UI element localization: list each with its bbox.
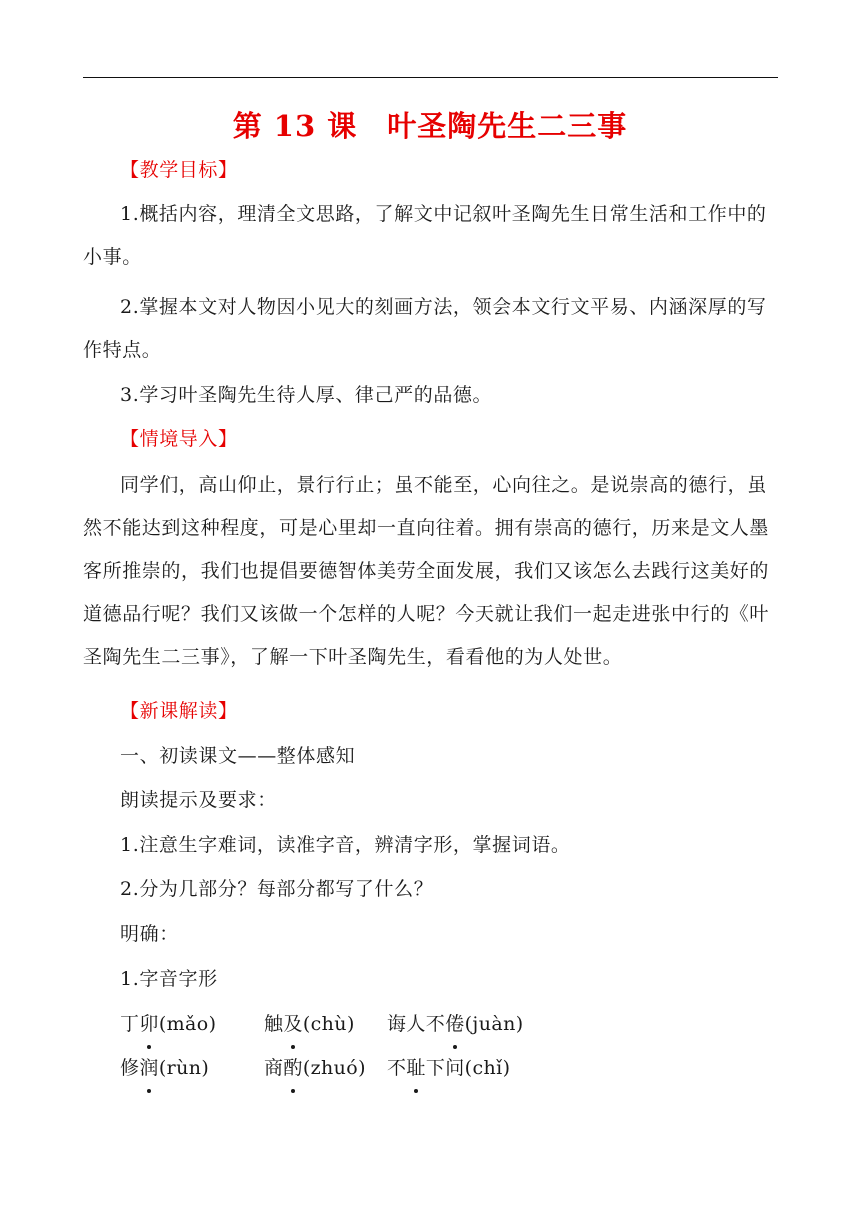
lesson-number: 第 13 课	[232, 109, 358, 143]
new-lesson-heading: 【新课解读】	[120, 700, 238, 722]
goal-2: 2.掌握本文对人物因小见大的刻画方法，领会本文行文平易、内涵深厚的写作特点。	[83, 296, 767, 361]
pinyin: (chǐ)	[464, 1057, 511, 1079]
goals-heading: 【教学目标】	[120, 159, 238, 181]
pron-item: 触及(chù)	[264, 1003, 355, 1046]
lesson-name: 叶圣陶先生二三事	[387, 109, 628, 143]
pron-item: 商酌(zhuó)	[264, 1047, 366, 1090]
pron-item: 诲人不倦(juàn)	[387, 1003, 524, 1046]
clarify-label: 明确：	[120, 923, 179, 945]
intro-heading: 【情境导入】	[120, 428, 238, 450]
requirement-1: 1.注意生字难词，读准字音，辨清字形，掌握词语。	[120, 834, 571, 856]
part-one-heading: 一、初读课文——整体感知	[120, 745, 356, 767]
pron-item: 不耻下问(chǐ)	[387, 1047, 510, 1090]
pinyin: (rùn)	[158, 1057, 210, 1079]
pron-item: 修润(rùn)	[120, 1047, 209, 1090]
pronunciation-heading: 1.字音字形	[120, 968, 218, 990]
emphasized-char: 酌	[283, 1047, 302, 1090]
reading-tips: 朗读提示及要求：	[120, 789, 277, 811]
emphasized-char: 倦	[445, 1003, 464, 1046]
emphasized-char: 耻	[406, 1047, 425, 1090]
pinyin: (zhuó)	[302, 1057, 366, 1079]
lesson-title	[0, 104, 860, 148]
intro-paragraph: 同学们，高山仰止，景行行止；虽不能至，心向往之。是说崇高的德行，虽然不能达到这种程度，可是心里却一直向往着。拥有崇高的德行，历来是文人墨客所推崇的，我们也提倡要德智体美劳全面发展，我们又该怎么去践行这美好的道德品行呢？我们又该做一个怎样的人呢？今天就让我们一起走进张中行的《叶圣陶先生二三事》，了解一下叶圣陶先生，看看他的为人处世。	[83, 474, 770, 668]
requirement-2: 2.分为几部分？每部分都写了什么？	[120, 878, 434, 900]
emphasized-char: 及	[283, 1003, 302, 1046]
pinyin: (chù)	[302, 1013, 355, 1035]
goal-3: 3.学习叶圣陶先生待人厚、律己严的品德。	[120, 384, 493, 406]
emphasized-char: 卯	[139, 1003, 158, 1046]
emphasized-char: 润	[139, 1047, 158, 1090]
header-rule	[83, 77, 778, 78]
goal-1: 1.概括内容，理清全文思路，了解文中记叙叶圣陶先生日常生活和工作中的小事。	[83, 203, 767, 268]
pinyin: (juàn)	[464, 1013, 524, 1035]
pinyin: (mǎo)	[158, 1013, 217, 1035]
pron-item: 丁卯(mǎo)	[120, 1003, 216, 1046]
